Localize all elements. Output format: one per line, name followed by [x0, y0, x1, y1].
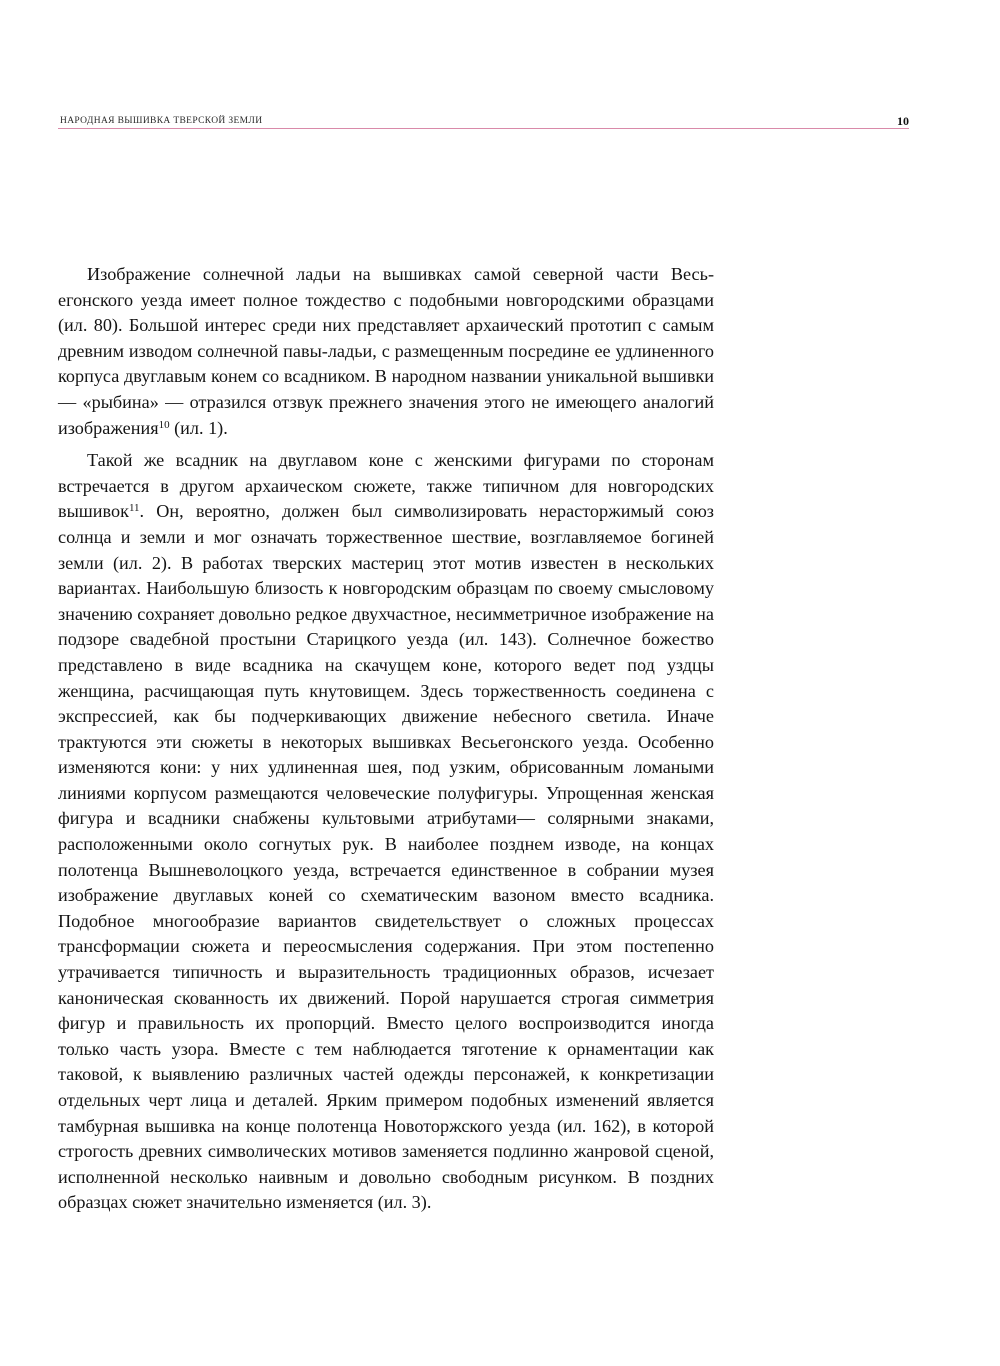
paragraph-2-text-end: . Он, вероятно, должен был символизировать нерасторжимый союз солнца и земли и мог означать торжественное шествие, возглавляемое богиней земли (ил. 2). В работах тверских мастериц этот мотив известен в нескольких вариантах. Наибольшую близость к новгородским образцам по своему смысловому значению сохраняет довольно редкое двухчастное, несимметричное изображение на подзоре свадебной простыни Старицкого уезда (ил. 143). Солнечное божество представлено в виде всадника на скачущем коне, которого ведет под уздцы женщина, расчищающая путь кнутовищем. Здесь торжественность соединена с экспрессией, как бы подчеркивающих движение небесного светила. Иначе трактуются эти сюжеты в некоторых вышивках Весьегонского уезда. Особенно изменяются кони: у них удлиненная шея, под узким, обрисованным ломаными линиями корпусом размещаются человеческие полуфигуры. Упрощенная женская фигура и всадники снабжены культовыми атрибутами— солярными знаками, расположенными около согнутых рук. В наиболее позднем изводе, на концах полотенца Вышневолоцкого уезда, встречается единственное в собрании музея изображение двуглавых коней со схематическим вазоном вместо всадника. Подобное многообразие вариантов свидетельствует о сложных процессах трансформации сюжета и переосмысления содержания. При этом постепенно утрачивается типичность и выразительность традиционных образов, исчезает каноническая скованность их движений. Порой нарушается строгая симметрия фигур и правильность их пропорций. Вместо целого воспроизводится иногда только часть узора. Вместе с тем наблюдается тяготение к орнаментации как таковой, к выявлению различных частей одежды персонажей, к конкретизации отдельных черт лица и деталей. Ярким примером подобных изменений является тамбурная вышивка на конце полотенца Новоторжского уезда (ил. 162), в которой строгость древних символических мотивов заменяется подлинно жанровой сценой, исполненной несколько наивным и довольно свободным рисунком. В поздних образцах сюжет значительно изменяется (ил. 3).: [58, 501, 714, 1213]
paragraph-1-text-end: (ил. 1).: [169, 417, 228, 438]
page-number: 10: [897, 114, 909, 128]
paragraph-2: [58, 448, 714, 1216]
running-header: [58, 113, 909, 133]
running-header-title: НАРОДНАЯ ВЫШИВКА ТВЕРСКОЙ ЗЕМЛИ: [60, 116, 263, 126]
body-text: [58, 262, 714, 1216]
header-rule: [58, 128, 909, 129]
footnote-ref-10: 10: [158, 418, 170, 431]
paragraph-2-text: Такой же всадник на двуглавом коне с женскими фигурами по сторонам встречается в другом архаическом сюжете, также типичном для новгородских вышивок: [58, 450, 714, 522]
paragraph-1: [58, 262, 714, 441]
paragraph-1-text: Изображение солнечной ладьи на вышивках самой северной части Весьегонского уезда имеет полное тождество с подобными новгородскими образцами (ил. 80). Большой интерес среди них представляет архаический прототип с самым древним изводом солнечной павы-ладьи, с размещенным посредине ее удлиненного корпуса двуглавым конем со всадником. В народном названии уникальной вышивки — «рыбина» — отразился отзвук прежнего значения этого не имеющего аналогий изображения: [58, 264, 714, 438]
footnote-ref-11: 11: [128, 502, 140, 515]
